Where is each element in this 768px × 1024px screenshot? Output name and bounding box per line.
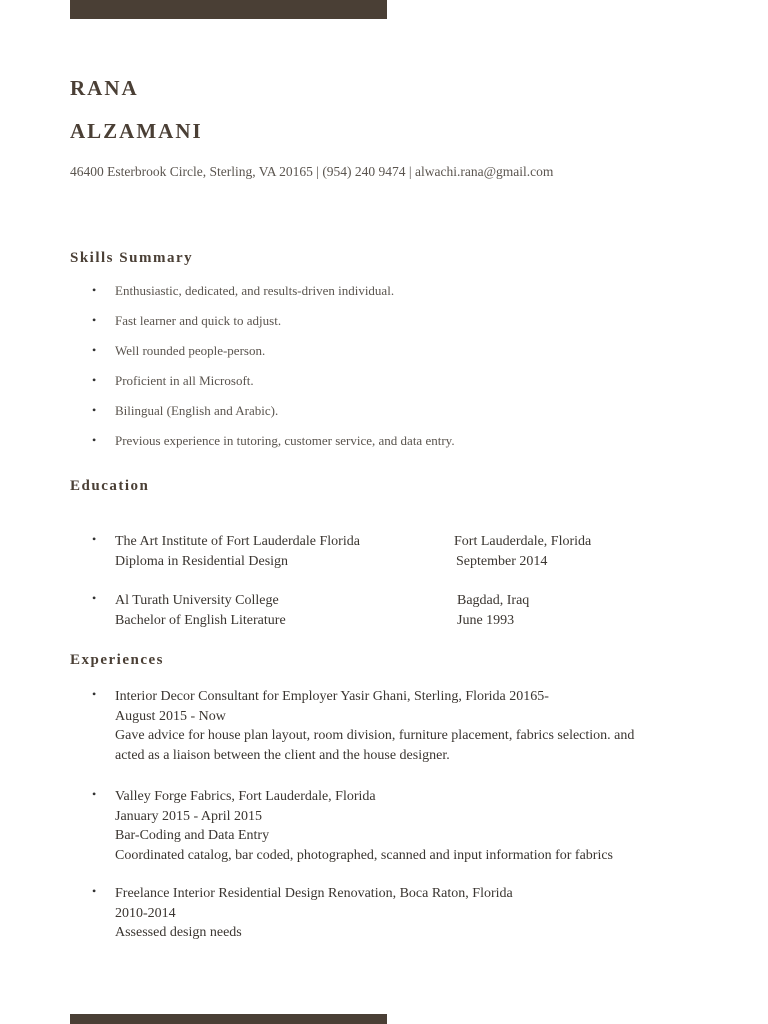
skills-list [92, 283, 455, 463]
job-description: Assessed design needs [115, 925, 242, 940]
bullet-icon: • [92, 343, 97, 357]
school-location: Fort Lauderdale, Florida [454, 534, 592, 549]
school-name: Al Turath University College [115, 593, 279, 608]
skill-text: Previous experience in tutoring, customer service, and data entry. [115, 433, 455, 448]
job-title: Freelance Interior Residential Design Renovation, Boca Raton, Florida [115, 886, 513, 901]
bullet-icon: • [92, 283, 97, 297]
list-item [92, 373, 455, 403]
education-date: September 2014 [456, 553, 548, 569]
skill-text: Fast learner and quick to adjust. [115, 313, 282, 328]
bullet-icon: • [92, 787, 97, 801]
top-accent-bar [70, 0, 387, 19]
job-dates: 2010-2014 [115, 905, 176, 921]
last-name: ALZAMANI [70, 119, 203, 143]
contact-info: 46400 Esterbrook Circle, Sterling, VA 20165 | (954) 240 9474 | alwachi.rana@gmail.com [70, 164, 554, 179]
bullet-icon: • [92, 884, 97, 898]
education-date: June 1993 [457, 612, 515, 628]
job-description: acted as a liaison between the client and the house designer. [115, 747, 450, 763]
degree: Diploma in Residential Design [115, 553, 289, 569]
education-heading: Education [70, 478, 150, 494]
list-item [92, 283, 455, 313]
bullet-icon: • [92, 403, 97, 417]
first-name: RANA [70, 76, 139, 100]
list-item [92, 403, 455, 433]
list-item [92, 343, 455, 373]
skill-text: Enthusiastic, dedicated, and results-driven individual. [115, 283, 395, 298]
bullet-icon: • [92, 313, 97, 327]
bottom-accent-bar [70, 1014, 387, 1024]
bullet-icon: • [92, 532, 97, 546]
list-item [92, 313, 455, 343]
experience-entry [92, 787, 613, 865]
school-name: The Art Institute of Fort Lauderdale Florida [115, 534, 360, 549]
experiences-heading: Experiences [70, 652, 164, 668]
skill-text: Proficient in all Microsoft. [115, 373, 254, 388]
experience-entry [92, 884, 513, 943]
job-description: Coordinated catalog, bar coded, photographed, scanned and input information for fabrics [115, 847, 614, 863]
job-description: Gave advice for house plan layout, room division, furniture placement, fabrics selection. and [115, 728, 635, 743]
skill-text: Well rounded people-person. [115, 343, 266, 358]
job-dates: August 2015 - Now [115, 708, 226, 724]
degree: Bachelor of English Literature [115, 612, 286, 628]
bullet-icon: • [92, 433, 97, 447]
school-location: Bagdad, Iraq [457, 593, 530, 608]
bullet-icon: • [92, 373, 97, 387]
list-item [92, 433, 455, 463]
bullet-icon: • [92, 591, 97, 605]
job-title: Valley Forge Fabrics, Fort Lauderdale, Florida [115, 789, 376, 804]
skills-summary-heading: Skills Summary [70, 250, 194, 266]
job-dates: January 2015 - April 2015 [115, 808, 262, 824]
bullet-icon: • [92, 687, 97, 701]
skill-text: Bilingual (English and Arabic). [115, 403, 279, 418]
job-role: Bar-Coding and Data Entry [115, 828, 270, 843]
job-title: Interior Decor Consultant for Employer Yasir Ghani, Sterling, Florida 20165- [115, 689, 549, 704]
experience-entry [92, 687, 634, 765]
